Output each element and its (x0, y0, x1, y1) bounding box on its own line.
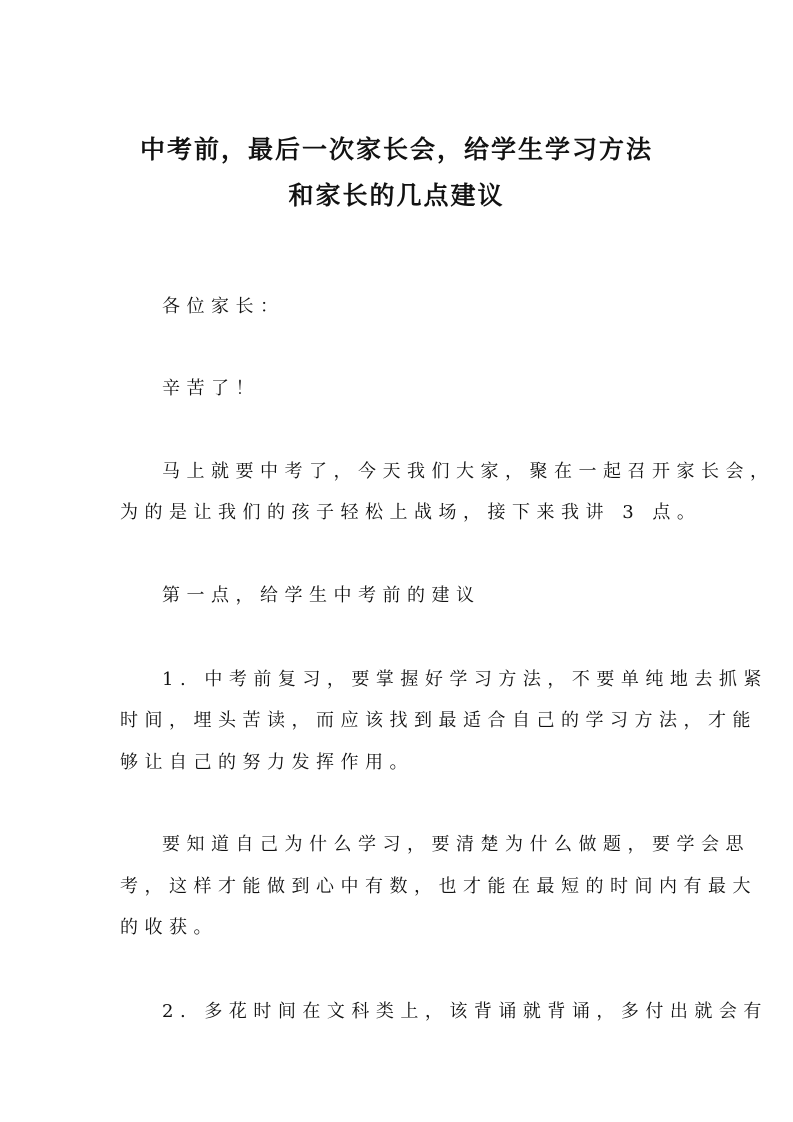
paragraph-point-1-line: 1. 中考前复习，要掌握好学习方法，不要单纯地去抓紧 (162, 669, 768, 690)
section-heading: 第一点，给学生中考前的建议 (162, 585, 481, 606)
paragraph-point-1-line: 时间，埋头苦读，而应该找到最适合自己的学习方法，才能 (120, 710, 757, 731)
document-title-line-2: 和家长的几点建议 (288, 181, 505, 210)
paragraph-thinking-line: 要知道自己为什么学习，要清楚为什么做题，要学会思 (162, 834, 750, 855)
salutation: 各位家长： (162, 296, 285, 317)
paragraph-point-2-line: 2. 多花时间在文科类上，该背诵就背诵，多付出就会有 (162, 1001, 768, 1022)
paragraph-thinking-line: 的收获。 (120, 917, 218, 938)
greeting: 辛苦了！ (162, 378, 260, 399)
paragraph-thinking-line: 考，这样才能做到心中有数，也才能在最短的时间内有最大 (120, 876, 757, 897)
paragraph-intro-line: 马上就要中考了，今天我们大家，聚在一起召开家长会， (162, 461, 775, 482)
document-title-line-1: 中考前，最后一次家长会，给学生学习方法 (139, 135, 653, 164)
paragraph-point-1-line: 够让自己的努力发挥作用。 (120, 752, 414, 773)
paragraph-intro-line: 为的是让我们的孩子轻松上战场，接下来我讲 3 点。 (120, 502, 702, 523)
